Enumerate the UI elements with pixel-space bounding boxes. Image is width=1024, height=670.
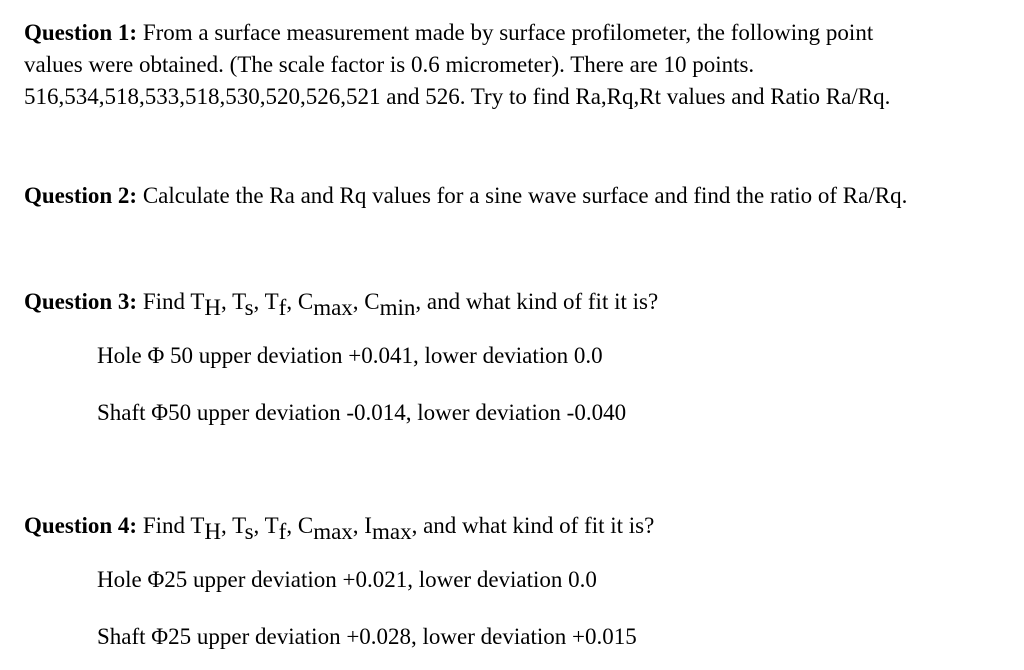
question-4-sub-imax: max — [371, 519, 412, 544]
question-4-find: Find T — [137, 513, 205, 538]
question-4-sub-h: H — [204, 519, 222, 544]
question-2-label: Question 2: — [24, 183, 138, 208]
question-3 — [24, 286, 1014, 318]
question-3-sub-h: H — [204, 295, 222, 320]
question-3-find: Find T — [137, 289, 205, 314]
question-4-sub-max: max — [313, 519, 353, 544]
question-3-sep-1: , T — [221, 289, 245, 314]
question-3-sep-3: , C — [286, 289, 314, 314]
question-4 — [24, 510, 1014, 542]
question-4-sep-3: , C — [286, 513, 314, 538]
question-3-sub-f: f — [278, 295, 287, 320]
question-2 — [24, 180, 1014, 212]
question-3-hole: Hole Φ 50 upper deviation +0.041, lower deviation 0.0 — [97, 343, 603, 368]
question-1-label: Question 1: — [24, 20, 138, 45]
question-4-hole: Hole Φ25 upper deviation +0.021, lower deviation 0.0 — [97, 567, 597, 592]
question-4-sep-2: , T — [253, 513, 279, 538]
question-1-line-3: 516,534,518,533,518,530,520,526,521 and 526. Try to find Ra,Rq,Rt values and Ratio Ra/Rq. — [24, 84, 891, 109]
question-2-line — [24, 180, 1014, 212]
question-2-text: Calculate the Ra and Rq values for a sine wave surface and find the ratio of Ra/Rq. — [137, 183, 908, 208]
question-3-tail: , and what kind of fit it is? — [415, 289, 659, 314]
question-3-label: Question 3: — [24, 289, 138, 314]
question-1 — [24, 17, 1014, 113]
question-1-line-2: values were obtained. (The scale factor is 0.6 micrometer). There are 10 points. — [24, 52, 755, 77]
question-4-shaft: Shaft Φ25 upper deviation +0.028, lower deviation +0.015 — [97, 624, 637, 649]
question-4-sep-1: , T — [221, 513, 245, 538]
question-3-sub-s: s — [244, 295, 254, 320]
question-3-line — [24, 286, 1014, 318]
question-3-sep-4: , C — [352, 289, 380, 314]
question-4-label: Question 4: — [24, 513, 138, 538]
question-3-sub-min: min — [379, 295, 416, 320]
question-4-sub-s: s — [244, 519, 254, 544]
question-1-line-1 — [24, 17, 1014, 49]
question-3-sep-2: , T — [253, 289, 279, 314]
question-4-line — [24, 510, 1014, 542]
question-3-shaft: Shaft Φ50 upper deviation -0.014, lower deviation -0.040 — [97, 400, 627, 425]
question-3-sub-max: max — [313, 295, 353, 320]
question-1-text-1: From a surface measurement made by surface profilometer, the following point — [137, 20, 874, 45]
question-4-sub-f: f — [278, 519, 287, 544]
question-4-sep-4: , I — [352, 513, 372, 538]
question-4-tail: , and what kind of fit it is? — [411, 513, 655, 538]
